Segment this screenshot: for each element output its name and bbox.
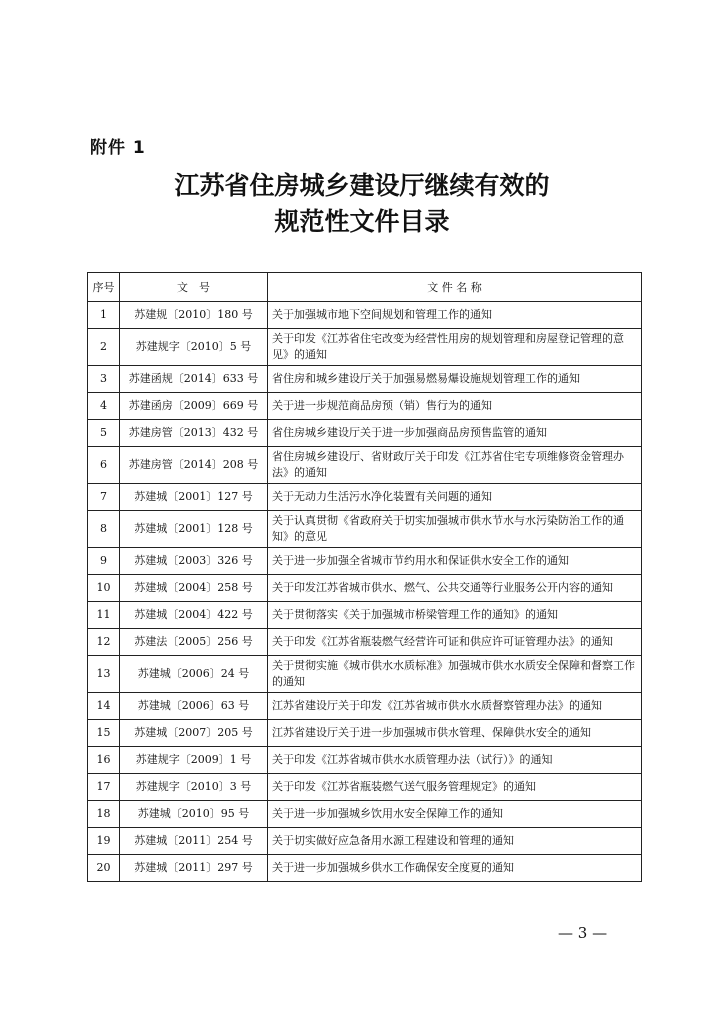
page-number: — 3 — (558, 924, 608, 942)
row-index: 14 (88, 693, 120, 720)
row-index: 1 (88, 302, 120, 329)
table-header-row (88, 273, 642, 302)
attachment-label: 附件 1 (90, 138, 146, 158)
row-index: 2 (88, 329, 120, 366)
row-index: 9 (88, 548, 120, 575)
table-row (88, 747, 642, 774)
table-row (88, 447, 642, 484)
row-doc-number: 苏建函房〔2009〕669 号 (120, 393, 268, 420)
row-index: 3 (88, 366, 120, 393)
document-catalog-table (87, 272, 642, 882)
document-title-line-1: 江苏省住房城乡建设厅继续有效的 (174, 171, 550, 200)
row-doc-number: 苏建规字〔2010〕5 号 (120, 329, 268, 366)
row-doc-title: 江苏省建设厅关于进一步加强城市供水管理、保障供水安全的通知 (268, 720, 642, 747)
row-doc-number: 苏建城〔2003〕326 号 (120, 548, 268, 575)
table-row (88, 575, 642, 602)
table-row (88, 420, 642, 447)
table-row (88, 693, 642, 720)
row-doc-number: 苏建城〔2001〕127 号 (120, 484, 268, 511)
row-doc-number: 苏建房管〔2014〕208 号 (120, 447, 268, 484)
row-doc-number: 苏建城〔2007〕205 号 (120, 720, 268, 747)
table-row (88, 511, 642, 548)
row-doc-title: 关于进一步加强城乡饮用水安全保障工作的通知 (268, 801, 642, 828)
header-doc-title: 文 件 名 称 (268, 273, 642, 302)
row-index: 12 (88, 629, 120, 656)
row-doc-number: 苏建城〔2011〕297 号 (120, 855, 268, 882)
row-index: 16 (88, 747, 120, 774)
row-doc-title: 关于进一步加强全省城市节约用水和保证供水安全工作的通知 (268, 548, 642, 575)
row-index: 11 (88, 602, 120, 629)
row-doc-title: 省住房城乡建设厅、省财政厅关于印发《江苏省住宅专项维修资金管理办法》的通知 (268, 447, 642, 484)
row-index: 10 (88, 575, 120, 602)
row-doc-number: 苏建规〔2010〕180 号 (120, 302, 268, 329)
row-doc-title: 省住房和城乡建设厅关于加强易燃易爆设施规划管理工作的通知 (268, 366, 642, 393)
row-index: 4 (88, 393, 120, 420)
row-doc-title: 江苏省建设厅关于印发《江苏省城市供水水质督察管理办法》的通知 (268, 693, 642, 720)
row-doc-title: 关于认真贯彻《省政府关于切实加强城市供水节水与水污染防治工作的通知》的意见 (268, 511, 642, 548)
row-doc-title: 关于无动力生活污水净化装置有关问题的通知 (268, 484, 642, 511)
table-row (88, 801, 642, 828)
row-index: 13 (88, 656, 120, 693)
row-index: 18 (88, 801, 120, 828)
row-doc-title: 省住房城乡建设厅关于进一步加强商品房预售监管的通知 (268, 420, 642, 447)
table-row (88, 366, 642, 393)
row-doc-number: 苏建城〔2004〕258 号 (120, 575, 268, 602)
row-doc-number: 苏建函规〔2014〕633 号 (120, 366, 268, 393)
row-doc-title: 关于进一步加强城乡供水工作确保安全度夏的通知 (268, 855, 642, 882)
row-index: 19 (88, 828, 120, 855)
table-row (88, 329, 642, 366)
row-doc-title: 关于印发《江苏省城市供水水质管理办法（试行）》的通知 (268, 747, 642, 774)
table-row (88, 774, 642, 801)
table-row (88, 548, 642, 575)
table-row (88, 656, 642, 693)
row-doc-title: 关于加强城市地下空间规划和管理工作的通知 (268, 302, 642, 329)
row-doc-title: 关于切实做好应急备用水源工程建设和管理的通知 (268, 828, 642, 855)
row-index: 8 (88, 511, 120, 548)
row-doc-title: 关于贯彻实施《城市供水水质标准》加强城市供水水质安全保障和督察工作的通知 (268, 656, 642, 693)
table-row (88, 484, 642, 511)
row-doc-number: 苏建规字〔2010〕3 号 (120, 774, 268, 801)
row-doc-title: 关于贯彻落实《关于加强城市桥梁管理工作的通知》的通知 (268, 602, 642, 629)
table-row (88, 302, 642, 329)
header-index: 序号 (88, 273, 120, 302)
table-row (88, 828, 642, 855)
row-doc-number: 苏建城〔2011〕254 号 (120, 828, 268, 855)
row-doc-number: 苏建城〔2006〕63 号 (120, 693, 268, 720)
row-doc-number: 苏建规字〔2009〕1 号 (120, 747, 268, 774)
row-index: 15 (88, 720, 120, 747)
row-doc-number: 苏建城〔2001〕128 号 (120, 511, 268, 548)
row-doc-number: 苏建房管〔2013〕432 号 (120, 420, 268, 447)
row-index: 7 (88, 484, 120, 511)
row-doc-title: 关于进一步规范商品房预（销）售行为的通知 (268, 393, 642, 420)
table-row (88, 393, 642, 420)
row-doc-title: 关于印发《江苏省住宅改变为经营性用房的规划管理和房屋登记管理的意见》的通知 (268, 329, 642, 366)
header-doc-number: 文 号 (120, 273, 268, 302)
table-row (88, 855, 642, 882)
row-doc-number: 苏建城〔2004〕422 号 (120, 602, 268, 629)
row-doc-title: 关于印发《江苏省瓶装燃气经营许可证和供应许可证管理办法》的通知 (268, 629, 642, 656)
row-doc-number: 苏建城〔2010〕95 号 (120, 801, 268, 828)
row-index: 5 (88, 420, 120, 447)
row-doc-number: 苏建城〔2006〕24 号 (120, 656, 268, 693)
row-index: 6 (88, 447, 120, 484)
table-row (88, 720, 642, 747)
row-doc-title: 关于印发《江苏省瓶装燃气送气服务管理规定》的通知 (268, 774, 642, 801)
row-doc-number: 苏建法〔2005〕256 号 (120, 629, 268, 656)
document-title-line-2: 规范性文件目录 (274, 207, 450, 236)
table-row (88, 629, 642, 656)
row-doc-title: 关于印发江苏省城市供水、燃气、公共交通等行业服务公开内容的通知 (268, 575, 642, 602)
row-index: 20 (88, 855, 120, 882)
row-index: 17 (88, 774, 120, 801)
table-row (88, 602, 642, 629)
